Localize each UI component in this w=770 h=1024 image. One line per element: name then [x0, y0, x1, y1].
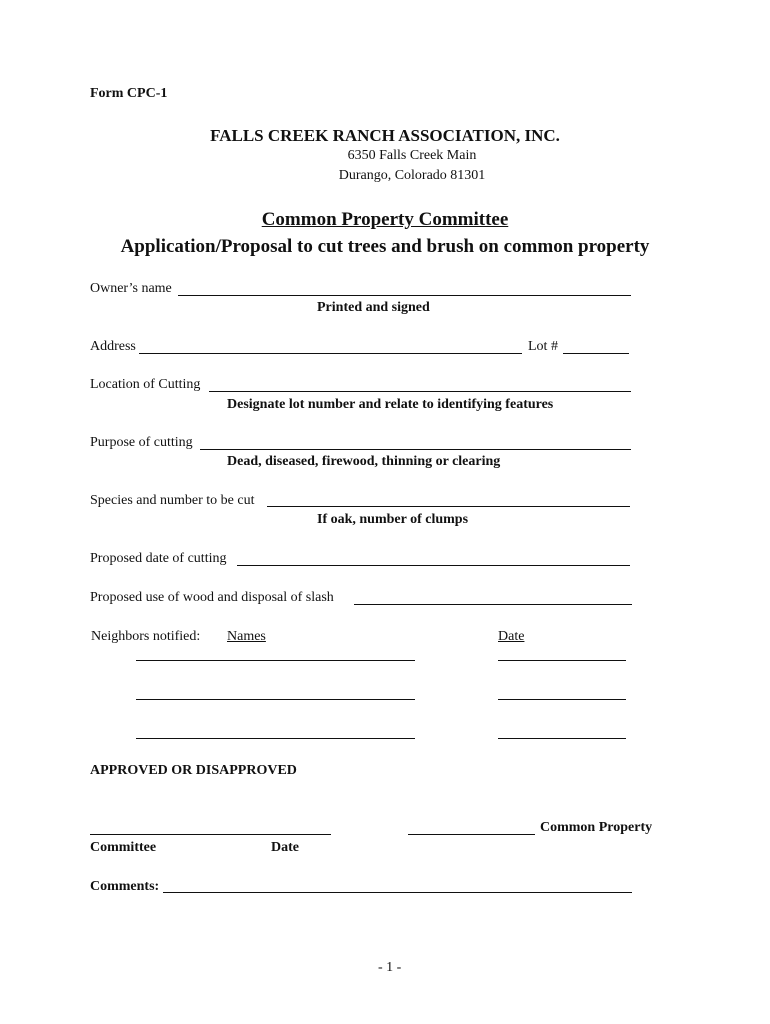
organization-name: FALLS CREEK RANCH ASSOCIATION, INC. [210, 126, 560, 145]
committee-title: Common Property Committee [261, 209, 509, 230]
approval-heading: APPROVED OR DISAPPROVED [90, 763, 297, 778]
comments-label: Comments: [90, 879, 160, 894]
species-field[interactable] [267, 506, 630, 507]
approval-date-label: Date [271, 840, 299, 855]
location-hint: Designate lot number and relate to identifying features [227, 397, 554, 412]
location-field[interactable] [209, 391, 631, 392]
common-property-label: Common Property [540, 820, 653, 835]
owner-name-field[interactable] [178, 295, 631, 296]
committee-label: Committee [90, 840, 157, 855]
species-label: Species and number to be cut [90, 493, 255, 508]
neighbor-name-field-1[interactable] [136, 660, 415, 661]
owner-name-hint: Printed and signed [317, 300, 430, 315]
comments-field[interactable] [163, 892, 632, 893]
form-id: Form CPC-1 [90, 86, 168, 101]
address-line-2: Durango, Colorado 81301 [338, 168, 486, 183]
neighbors-label: Neighbors notified: [91, 629, 201, 644]
neighbor-date-field-1[interactable] [498, 660, 626, 661]
approval-date-field[interactable] [408, 834, 535, 835]
proposed-date-label: Proposed date of cutting [90, 551, 227, 566]
location-label: Location of Cutting [90, 377, 201, 392]
date-header: Date [498, 629, 525, 644]
proposed-date-field[interactable] [237, 565, 630, 566]
owner-name-label: Owner’s name [90, 281, 172, 296]
address-label: Address [90, 339, 136, 354]
approval-signature-field[interactable] [90, 834, 331, 835]
proposed-use-field[interactable] [354, 604, 632, 605]
address-field[interactable] [139, 353, 522, 354]
purpose-hint: Dead, diseased, firewood, thinning or clearing [227, 454, 501, 469]
purpose-field[interactable] [200, 449, 631, 450]
lot-number-field[interactable] [563, 353, 629, 354]
neighbor-date-field-2[interactable] [498, 699, 626, 700]
purpose-label: Purpose of cutting [90, 435, 193, 450]
address-line-1: 6350 Falls Creek Main [347, 148, 477, 163]
species-hint: If oak, number of clumps [317, 512, 469, 527]
neighbor-name-field-3[interactable] [136, 738, 415, 739]
lot-number-label: Lot # [528, 339, 558, 354]
neighbor-name-field-2[interactable] [136, 699, 415, 700]
names-header: Names [227, 629, 266, 644]
proposed-use-label: Proposed use of wood and disposal of slash [90, 590, 334, 605]
page-number: - 1 - [378, 960, 402, 975]
neighbor-date-field-3[interactable] [498, 738, 626, 739]
form-subtitle: Application/Proposal to cut trees and brush on common property [120, 236, 650, 257]
